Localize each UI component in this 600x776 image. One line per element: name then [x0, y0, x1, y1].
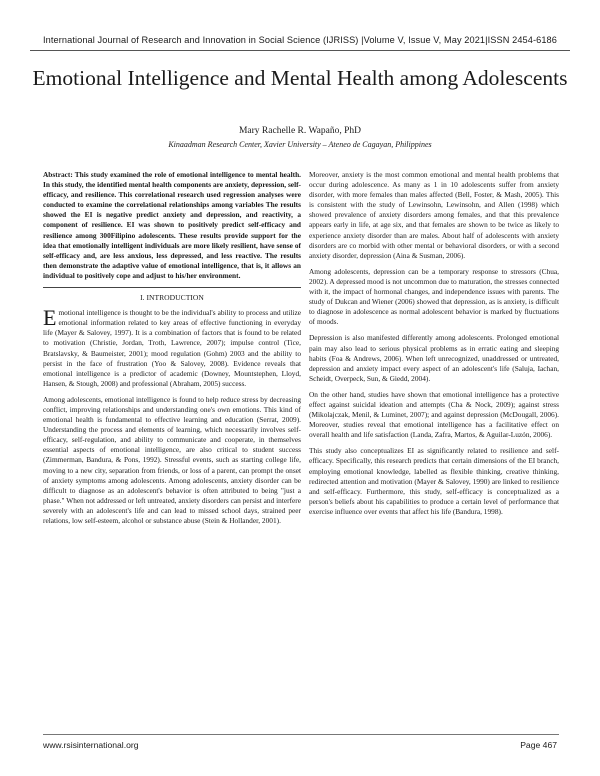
body-paragraph-anxiety: Moreover, anxiety is the most common emotional and mental health problems that occur during adolescence. As many as 1 in 10 adolescents suffer from anxiety disorder, with more females than males affected (Bell, Foster, & Mash, 2005). This is consistent with the study of Lewinsohn, Lewinsohn, and Allen (1998) which showed prevalence of anxiety disorders among females, and that this prevalence appears early in life, at age six, and that females are shown to be twice as likely to experience anxiety disorder than are males. About half of adolescents with anxiety disorders are co morbid with other mental or behavioral disorders, or with a second anxiety disorder, depression (Aina & Susman, 2006).	[309, 170, 559, 260]
footer-divider	[43, 734, 559, 735]
drop-cap: E	[43, 305, 57, 331]
author-affiliation: Kinaadman Research Center, Xavier University – Ateneo de Cagayan, Philippines	[168, 140, 432, 149]
body-paragraph-resilience: This study also conceptualizes EI as significantly related to resilience and self-efficacy. Specifically, this research predicts that certain dimensions of the EI branch, employing emotional knowledge, labelled as flexible thinking, creative thinking, redirected attention and motivation (Mayer & Salovey, 1990) are linked to resilience and self-efficacy. Furthermore, this study, self-efficacy is conceptualized as a person's beliefs about his capabilities to produce a certain level of performance that exercise influence over events that affect his life (Bandura, 1998).	[309, 446, 559, 516]
abstract-divider	[43, 287, 301, 288]
footer-page-number: Page 467	[520, 740, 557, 750]
abstract: Abstract: This study examined the role of emotional intelligence to mental health. In this study, the identified mental health components are anxiety, depression, self-efficacy, and resilience. This correlational research used regression analyses were conducted to examine the correlational relationships among variables The results showed the EI is negative predict anxiety and depression, and reactivity, a component of resilience. EI was shown to positively predict self-efficacy and resilience among 300Filipino adolescents. These results provide support for the idea that emotionally intelligent individuals are more likely resilient, have sense of self-efficacy and, are less anxious, less depressed, and less reactive. The results then demonstrate the adaptive value of emotional intelligence, that is, it allows an individual to positively cope and adjust to his/her environment.	[43, 170, 301, 280]
paper-title: Emotional Intelligence and Mental Health among Adolescents	[32, 66, 568, 90]
header-divider	[30, 50, 570, 51]
intro-paragraph-1	[43, 305, 301, 389]
author-name: Mary Rachelle R. Wapaño, PhD	[238, 126, 361, 136]
right-column	[309, 170, 559, 523]
section-heading-introduction: I. INTRODUCTION	[140, 293, 204, 303]
body-paragraph-depression: Among adolescents, depression can be a temporary response to stressors (Chua, 2002). A depressed mood is not uncommon due to maturation, the stresses connected with it, the impact of hormonal changes, and independence issues with parents. The study of Dukcan and Wiener (2006) showed that depression, as is anxiety, is difficult to diagnose in adolescence as normal adolescent behavior is marked by fluctuations of moods.	[309, 266, 559, 327]
left-column	[43, 170, 301, 532]
body-paragraph-manifestation: Depression is also manifested differently among adolescents. Prolonged emotional pain may also lead to serious physical problems as in erratic eating and sleeping habits (Foa & Andrews, 2006). When left unrecognized, unaddressed or untreated, depression and anxiety impact every aspect of an adolescent's life (Saluja, Iachan, Scheidt, Overpeck, Sun, & Giedd, 2004).	[309, 333, 559, 383]
intro-paragraph-1-text: motional intelligence is thought to be the individual's ability to process and utilize emotional information related to key areas of effective functioning in everyday life (Mayer & Salovey, 1997). It is a combination of factors that is found to be related to motivation (Christie, Jordan, Troth, Lawrence, 2007); impulse control (Tice, Bratslavsky, & Baumeister, 2001); mood regulation (Gohm) 2003 and the ability to persist in the face of frustration (Yoo & Salovey, 2008). Evidence reveals that emotional intelligence is a predictor of academic (Downey, Mountstephen, Lloyd, Hansen, & Stough, 2008) and professional (Abraham, 2005) success.	[43, 308, 301, 388]
journal-header: International Journal of Research and Innovation in Social Science (IJRISS) |Volume V, Issue V, May 2021|ISSN 2454-6186	[43, 35, 557, 45]
footer-website: www.rsisinternational.org	[43, 740, 139, 750]
body-paragraph-protective-effect: On the other hand, studies have shown that emotional intelligence has a protective effect against suicidal ideation and attempts (Cha & Nock, 2009); against stress (Mikolajczak, Menil, & Luminet, 2007); and against depression (McDougall, 2006). Moreover, studies reveal that emotional intelligence has a facilitative effect on overall health and life satisfaction (Landa, Zafra, Martos, & Aguilar-Luzón, 2006).	[309, 389, 559, 440]
intro-paragraph-2: Among adolescents, emotional intelligence is found to help reduce stress by decreasing conflict, improving relationships and understanding one's own emotions. This kind of emotional health is fundamental to effective learning and education (Serrat, 2009). Understanding the process and elements of learning, which necessarily involves self-efficacy, self-regulation, and ability to communicate and cooperate, in themselves essential aspects of emotional intelligence, are also critical to student success (Zimmerman, Bandura, & Pons, 1992). Stressful events, such as starting college life, moving to a new city, separation from friends, or loss of a parent, can prompt the onset of anxiety symptoms among adolescents. Among adolescents, anxiety disorder can be difficult to diagnose as an adolescent's behavior is often attributed to being "just a phase." When not addressed or left untreated, anxiety disorders can persist and interfere severely with an adolescent's life and can lead to missed school days, strained peer relations, low self-esteem, alcohol or substance abuse (Stein & Hollander, 2001).	[43, 394, 301, 525]
